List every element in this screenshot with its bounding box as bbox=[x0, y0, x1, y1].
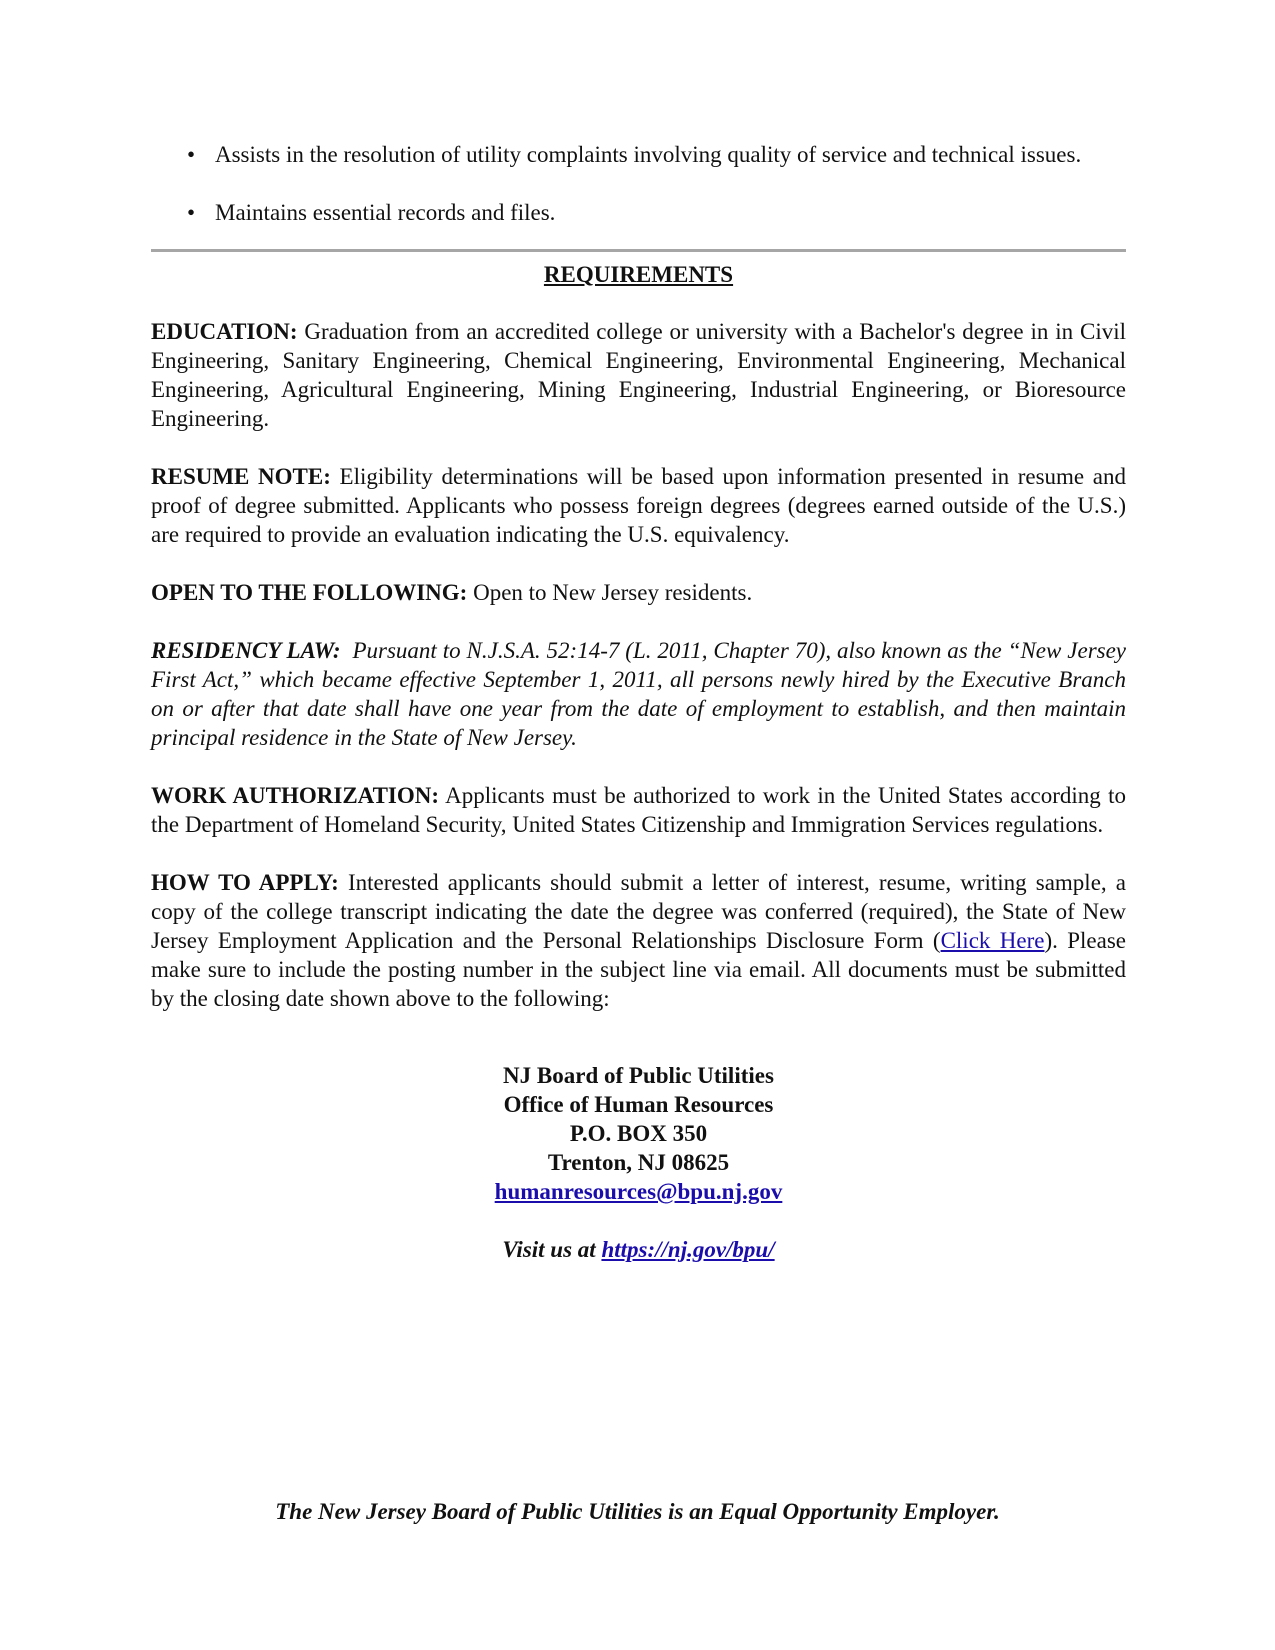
work-authorization-paragraph bbox=[151, 781, 1126, 839]
education-text: Graduation from an accredited college or university with a Bachelor's degree in in Civil Engineering, Sanitary Engineering, Chemical Engineering, Environmental Engineering, Mechanical Engineering, Agricultural Engineering, Mining Engineering, Industrial Engineering, or Bioresource Engineering. bbox=[151, 319, 1126, 431]
resume-note-text: Eligibility determinations will be based upon information presented in resume and proof of degree submitted. Applicants who possess foreign degrees (degrees earned outside of the U.S.) are required to provide an evaluation indicating the U.S. equivalency. bbox=[151, 464, 1126, 547]
open-to-label: OPEN TO THE FOLLOWING: bbox=[151, 580, 468, 605]
requirements-heading: REQUIREMENTS bbox=[543, 262, 734, 287]
mailing-address bbox=[151, 1061, 1126, 1206]
website-link[interactable]: https://nj.gov/bpu/ bbox=[601, 1237, 775, 1262]
bullet-icon: • bbox=[187, 200, 196, 225]
open-to-paragraph bbox=[151, 578, 1126, 607]
equal-opportunity-footer: The New Jersey Board of Public Utilities is an Equal Opportunity Employer. bbox=[275, 1499, 1000, 1524]
residency-law-text: Pursuant to N.J.S.A. 52:14-7 (L. 2011, Chapter 70), also known as the “New Jersey First Act,” which became effective September 1, 2011, all persons newly hired by the Executive Branch on or after that date shall have one year from the date of employment to establish, and then maintain principal residence in the State of New Jersey. bbox=[151, 638, 1127, 750]
how-to-apply-text-after: ). Please make sure to include the posting number in the subject line via email. All documents must be submitted by the closing date shown above to the following: bbox=[151, 928, 1127, 1011]
list-item-text: Maintains essential records and files. bbox=[215, 200, 556, 225]
how-to-apply-paragraph bbox=[151, 868, 1126, 1013]
visit-line bbox=[151, 1235, 1126, 1264]
email-link[interactable]: humanresources@bpu.nj.gov bbox=[494, 1179, 783, 1204]
address-line-office: Office of Human Resources bbox=[503, 1092, 774, 1117]
resume-note-paragraph bbox=[151, 462, 1126, 549]
how-to-apply-label: HOW TO APPLY: bbox=[151, 870, 339, 895]
list-item bbox=[151, 198, 1126, 227]
click-here-link[interactable]: Click Here bbox=[940, 928, 1045, 953]
bullet-icon: • bbox=[187, 142, 196, 167]
residency-law-label: RESIDENCY LAW: bbox=[151, 638, 341, 663]
address-line-pobox: P.O. BOX 350 bbox=[569, 1121, 708, 1146]
list-item bbox=[151, 140, 1126, 169]
address-line-city: Trenton, NJ 08625 bbox=[547, 1150, 730, 1175]
address-line-org: NJ Board of Public Utilities bbox=[503, 1063, 774, 1088]
list-item-text: Assists in the resolution of utility complaints involving quality of service and technical issues. bbox=[215, 142, 1082, 167]
resume-note-label: RESUME NOTE: bbox=[151, 464, 331, 489]
work-authorization-label: WORK AUTHORIZATION: bbox=[151, 783, 440, 808]
section-divider bbox=[151, 249, 1126, 252]
residency-law-paragraph bbox=[151, 636, 1126, 752]
education-paragraph bbox=[151, 317, 1126, 433]
visit-prefix: Visit us at bbox=[502, 1237, 602, 1262]
open-to-text: Open to New Jersey residents. bbox=[473, 580, 753, 605]
work-authorization-text: Applicants must be authorized to work in the United States according to the Department of Homeland Security, United States Citizenship and Immigration Services regulations. bbox=[151, 783, 1127, 837]
how-to-apply-text-before: Interested applicants should submit a letter of interest, resume, writing sample, a copy of the college transcript indicating the date the degree was conferred (required), the State of New Jersey Employment Application and the Personal Relationships Disclosure Form ( bbox=[151, 870, 1126, 953]
duties-list bbox=[151, 140, 1126, 227]
education-label: EDUCATION: bbox=[151, 319, 298, 344]
document-page bbox=[151, 140, 1126, 1264]
